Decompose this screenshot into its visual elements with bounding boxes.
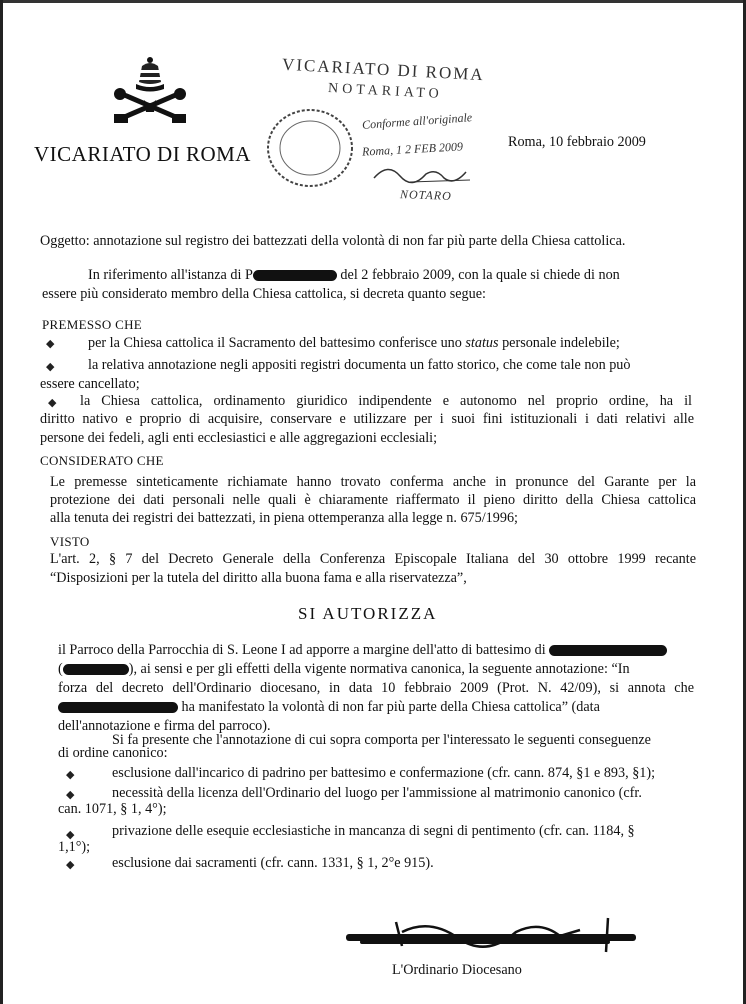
- header-title: VICARIATO DI ROMA: [34, 142, 251, 166]
- heading-si-autorizza: SI AUTORIZZA: [298, 604, 438, 623]
- ordinary-signature-icon: [340, 912, 650, 958]
- premesso-b3b: diritto nativo e proprio di acquisire, conservare e utilizzare per i suoi fini istituzionali i dati relativi alle: [40, 411, 694, 427]
- conseguenza-3: privazione delle esequie ecclesiastiche in mancanza di segni di pentimento (cfr. can. 1184, §: [112, 823, 635, 839]
- redaction-mark: [549, 645, 667, 656]
- conseguenze-intro-2: di ordine canonico:: [58, 745, 168, 761]
- bullet-icon: ◆: [66, 859, 75, 871]
- bullet-icon: ◆: [46, 338, 55, 350]
- conseguenze-intro-1: Si fa presente che l'annotazione di cui sopra comporta per l'interessato le seguenti conseguenze: [112, 732, 651, 748]
- conseguenza-3b: 1,1°);: [58, 839, 91, 855]
- visto-l1: L'art. 2, § 7 del Decreto Generale della Conferenza Episcopale Italiana del 30 ottobre 1999 recante: [50, 551, 696, 567]
- autorizza-l4-text: ha manifestato la volontà di non far più parte della Chiesa cattolica” (data: [178, 699, 600, 715]
- redaction-mark: [63, 664, 129, 675]
- bullet-icon: ◆: [66, 829, 75, 841]
- papal-coat-of-arms-icon: [108, 56, 192, 126]
- visto-l2: “Disposizioni per la tutela del diritto alla buona fama e alla riservatezza”,: [50, 570, 467, 586]
- bullet-icon: ◆: [46, 361, 55, 373]
- autorizza-l5: dell'annotazione e firma del parroco).: [58, 718, 271, 734]
- autorizza-l2: [58, 660, 630, 679]
- premesso-b3: la Chiesa cattolica, ordinamento giuridico indipendente e autonomo nel proprio ordine, ha il: [80, 393, 692, 409]
- scan-top-border: [0, 0, 746, 3]
- bullet-icon: ◆: [66, 789, 75, 801]
- intro-line-1a: In riferimento all'istanza di P: [88, 267, 253, 283]
- stamp-date: Roma, 1 2 FEB 2009: [361, 139, 464, 159]
- bullet-icon: ◆: [66, 769, 75, 781]
- autorizza-l3: forza del decreto dell'Ordinario diocesano, in data 10 febbraio 2009 (Prot. N. 42/09), si annota che: [58, 680, 694, 696]
- premesso-b1-text: per la Chiesa cattolica il Sacramento del battesimo conferisce uno: [88, 335, 466, 351]
- place-date: Roma, 10 febbraio 2009: [508, 134, 646, 150]
- scan-left-edge: [0, 0, 3, 1004]
- bullet-icon: ◆: [48, 397, 57, 409]
- premesso-b1-tail: personale indelebile;: [498, 335, 620, 351]
- stamp-conforme: Conforme all'originale: [361, 110, 473, 132]
- intro-line-1b: del 2 febbraio 2009, con la quale si chiede di non: [336, 267, 620, 283]
- notary-seal-icon: [262, 104, 362, 190]
- notary-signature-icon: [370, 158, 480, 188]
- signature-role: L'Ordinario Diocesano: [392, 962, 522, 978]
- heading-visto: VISTO: [50, 534, 90, 549]
- conseguenza-4: esclusione dai sacramenti (cfr. cann. 1331, § 1, 2°e 915).: [112, 855, 434, 871]
- considerato-l2: protezione dei dati personali nelle quali è chiaramente riaffermato il pieno diritto della Chiesa cattolica: [50, 492, 696, 508]
- redaction-mark: [58, 702, 178, 713]
- redaction-mark: [253, 270, 337, 281]
- conseguenza-2: necessità della licenza dell'Ordinario del luogo per l'ammissione al matrimonio canonico (cfr.: [112, 785, 642, 801]
- stamp-notaro: NOTARO: [399, 187, 453, 203]
- premesso-b1: [88, 334, 620, 353]
- premesso-b3c: persone dei fedeli, agli enti ecclesiastici e alle aggregazioni ecclesiali;: [40, 430, 438, 446]
- autorizza-l4: [58, 698, 600, 717]
- premesso-b2b: essere cancellato;: [40, 376, 140, 392]
- autorizza-l2-text: ), ai sensi e per gli effetti della vigente normativa canonica, la seguente annotazione: “In: [128, 661, 630, 677]
- subject-line: Oggetto: annotazione sul registro dei battezzati della volontà di non far più parte della Chiesa cattolica.: [40, 233, 626, 249]
- intro-line-2: essere più considerato membro della Chiesa cattolica, si decreta quanto segue:: [42, 286, 486, 302]
- considerato-l3: alla tenuta dei registri dei battezzati, in piena ottemperanza alla legge n. 675/1996;: [50, 510, 519, 526]
- autorizza-l1: [58, 641, 667, 660]
- conseguenza-2b: can. 1071, § 1, 4°);: [58, 801, 167, 817]
- autorizza-l2-open: (: [58, 661, 63, 677]
- conseguenza-1: esclusione dall'incarico di padrino per battesimo e confermazione (cfr. cann. 874, §1 e 893, §1);: [112, 765, 656, 781]
- autorizza-l1-text: il Parroco della Parrocchia di S. Leone I ad apporre a margine dell'atto di battesimo di: [58, 642, 546, 658]
- considerato-l1: Le premesse sinteticamente richiamate hanno trovato conferma anche in pronunce del Garante per la: [50, 474, 696, 490]
- heading-premesso: PREMESSO CHE: [42, 317, 143, 332]
- stamp-header: VICARIATO DI ROMA: [281, 54, 486, 85]
- premesso-b2: la relativa annotazione negli appositi registri documenta un fatto storico, che come tale non può: [88, 357, 631, 373]
- intro-line-1: [88, 266, 620, 285]
- premesso-b1-em: status: [465, 335, 499, 351]
- stamp-notariato: NOTARIATO: [327, 81, 444, 102]
- heading-considerato: CONSIDERATO CHE: [40, 453, 164, 468]
